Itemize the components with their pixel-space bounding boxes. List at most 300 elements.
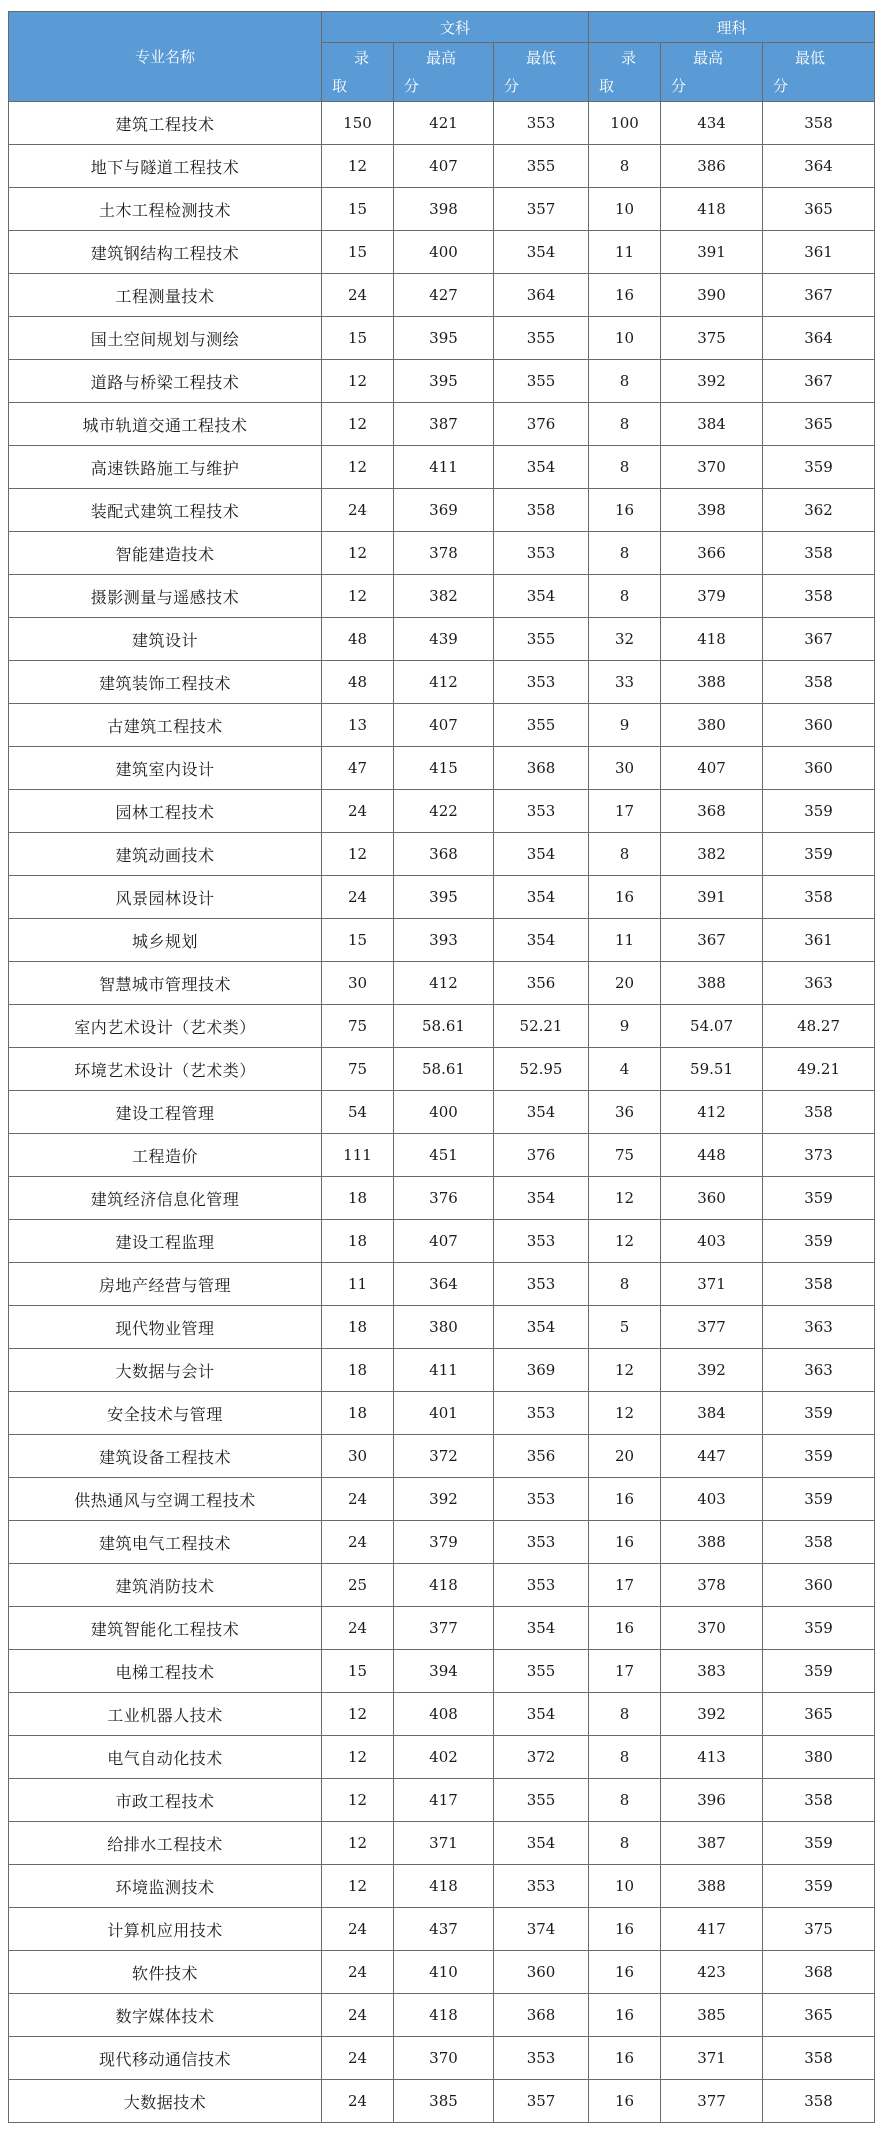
cell-major-name: 摄影测量与遥感技术: [9, 575, 322, 618]
cell-wenke-admitted: 15: [322, 188, 394, 231]
cell-like-admitted: 12: [589, 1177, 661, 1220]
cell-wenke-max: 369: [394, 489, 494, 532]
cell-like-min: 358: [763, 1521, 875, 1564]
cell-wenke-admitted: 75: [322, 1048, 394, 1091]
table-row: [9, 1306, 875, 1349]
cell-wenke-max: 377: [394, 1607, 494, 1650]
cell-wenke-min: 354: [494, 876, 589, 919]
cell-major-name: 工程造价: [9, 1134, 322, 1177]
cell-like-max: 392: [661, 1693, 763, 1736]
cell-wenke-admitted: 24: [322, 1521, 394, 1564]
cell-like-max: 434: [661, 102, 763, 145]
cell-major-name: 城市轨道交通工程技术: [9, 403, 322, 446]
table-row: [9, 1177, 875, 1220]
cell-major-name: 古建筑工程技术: [9, 704, 322, 747]
cell-wenke-admitted: 12: [322, 1865, 394, 1908]
cell-wenke-max: 422: [394, 790, 494, 833]
cell-wenke-admitted: 12: [322, 575, 394, 618]
admission-scores-table-container: [8, 11, 874, 2123]
cell-wenke-max: 387: [394, 403, 494, 446]
cell-wenke-min: 355: [494, 618, 589, 661]
cell-wenke-min: 353: [494, 1220, 589, 1263]
cell-like-max: 386: [661, 145, 763, 188]
cell-major-name: 建筑智能化工程技术: [9, 1607, 322, 1650]
cell-like-admitted: 8: [589, 1779, 661, 1822]
cell-like-min: 367: [763, 274, 875, 317]
cell-major-name: 建筑经济信息化管理: [9, 1177, 322, 1220]
cell-wenke-max: 58.61: [394, 1048, 494, 1091]
table-row: [9, 403, 875, 446]
cell-wenke-admitted: 24: [322, 1478, 394, 1521]
cell-wenke-min: 354: [494, 833, 589, 876]
cell-like-admitted: 8: [589, 1736, 661, 1779]
cell-like-max: 360: [661, 1177, 763, 1220]
cell-like-admitted: 8: [589, 403, 661, 446]
table-header: [9, 12, 875, 102]
table-row: [9, 704, 875, 747]
cell-wenke-admitted: 18: [322, 1349, 394, 1392]
cell-major-name: 智能建造技术: [9, 532, 322, 575]
cell-wenke-max: 418: [394, 1564, 494, 1607]
cell-wenke-admitted: 30: [322, 962, 394, 1005]
table-row: [9, 833, 875, 876]
cell-like-min: 358: [763, 876, 875, 919]
cell-like-admitted: 12: [589, 1392, 661, 1435]
cell-major-name: 房地产经营与管理: [9, 1263, 322, 1306]
cell-like-min: 359: [763, 1650, 875, 1693]
cell-major-name: 软件技术: [9, 1951, 322, 1994]
cell-wenke-min: 354: [494, 575, 589, 618]
cell-wenke-min: 357: [494, 188, 589, 231]
cell-like-admitted: 100: [589, 102, 661, 145]
cell-major-name: 建筑工程技术: [9, 102, 322, 145]
cell-wenke-max: 398: [394, 188, 494, 231]
cell-wenke-min: 52.95: [494, 1048, 589, 1091]
cell-like-min: 367: [763, 360, 875, 403]
table-row: [9, 360, 875, 403]
cell-like-admitted: 36: [589, 1091, 661, 1134]
cell-like-admitted: 5: [589, 1306, 661, 1349]
cell-wenke-max: 395: [394, 876, 494, 919]
cell-wenke-min: 354: [494, 446, 589, 489]
cell-like-min: 48.27: [763, 1005, 875, 1048]
cell-major-name: 地下与隧道工程技术: [9, 145, 322, 188]
cell-wenke-admitted: 12: [322, 360, 394, 403]
cell-wenke-admitted: 24: [322, 790, 394, 833]
cell-like-min: 359: [763, 1865, 875, 1908]
cell-like-min: 363: [763, 962, 875, 1005]
cell-wenke-min: 354: [494, 1091, 589, 1134]
table-row: [9, 274, 875, 317]
cell-like-min: 359: [763, 446, 875, 489]
table-row: [9, 1392, 875, 1435]
cell-like-admitted: 16: [589, 2037, 661, 2080]
cell-like-max: 413: [661, 1736, 763, 1779]
cell-wenke-admitted: 75: [322, 1005, 394, 1048]
table-row: [9, 1736, 875, 1779]
cell-wenke-min: 355: [494, 1650, 589, 1693]
cell-wenke-max: 395: [394, 360, 494, 403]
cell-like-max: 377: [661, 2080, 763, 2123]
cell-like-min: 358: [763, 575, 875, 618]
cell-like-min: 358: [763, 661, 875, 704]
cell-like-admitted: 8: [589, 446, 661, 489]
cell-major-name: 市政工程技术: [9, 1779, 322, 1822]
cell-like-max: 371: [661, 2037, 763, 2080]
cell-major-name: 高速铁路施工与维护: [9, 446, 322, 489]
cell-like-min: 365: [763, 1693, 875, 1736]
cell-wenke-admitted: 12: [322, 1779, 394, 1822]
cell-like-admitted: 16: [589, 1908, 661, 1951]
cell-major-name: 土木工程检测技术: [9, 188, 322, 231]
table-row: [9, 790, 875, 833]
cell-like-admitted: 4: [589, 1048, 661, 1091]
cell-like-admitted: 33: [589, 661, 661, 704]
cell-wenke-max: 415: [394, 747, 494, 790]
cell-like-admitted: 16: [589, 876, 661, 919]
cell-wenke-admitted: 24: [322, 1908, 394, 1951]
cell-like-max: 383: [661, 1650, 763, 1693]
cell-like-max: 377: [661, 1306, 763, 1349]
cell-major-name: 建筑室内设计: [9, 747, 322, 790]
cell-like-max: 59.51: [661, 1048, 763, 1091]
cell-wenke-admitted: 15: [322, 231, 394, 274]
cell-wenke-admitted: 18: [322, 1177, 394, 1220]
cell-like-admitted: 9: [589, 704, 661, 747]
cell-like-max: 384: [661, 403, 763, 446]
cell-like-max: 370: [661, 446, 763, 489]
cell-like-admitted: 10: [589, 317, 661, 360]
cell-like-min: 359: [763, 1435, 875, 1478]
header-wenke: 文科: [322, 12, 589, 43]
cell-wenke-admitted: 12: [322, 1693, 394, 1736]
cell-like-admitted: 16: [589, 1994, 661, 2037]
cell-wenke-admitted: 24: [322, 876, 394, 919]
cell-like-admitted: 12: [589, 1349, 661, 1392]
cell-like-max: 368: [661, 790, 763, 833]
cell-major-name: 建设工程监理: [9, 1220, 322, 1263]
cell-wenke-min: 353: [494, 102, 589, 145]
cell-wenke-min: 357: [494, 2080, 589, 2123]
cell-wenke-min: 376: [494, 403, 589, 446]
cell-wenke-max: 378: [394, 532, 494, 575]
cell-like-min: 364: [763, 145, 875, 188]
cell-wenke-max: 412: [394, 962, 494, 1005]
cell-like-max: 388: [661, 962, 763, 1005]
cell-wenke-admitted: 54: [322, 1091, 394, 1134]
cell-wenke-min: 354: [494, 919, 589, 962]
cell-like-min: 358: [763, 102, 875, 145]
cell-major-name: 电气自动化技术: [9, 1736, 322, 1779]
cell-like-min: 359: [763, 1478, 875, 1521]
cell-like-max: 423: [661, 1951, 763, 1994]
cell-wenke-max: 379: [394, 1521, 494, 1564]
cell-major-name: 现代物业管理: [9, 1306, 322, 1349]
cell-like-min: 361: [763, 919, 875, 962]
cell-like-admitted: 17: [589, 1564, 661, 1607]
table-row: [9, 1521, 875, 1564]
cell-like-max: 412: [661, 1091, 763, 1134]
cell-wenke-admitted: 12: [322, 1736, 394, 1779]
cell-major-name: 园林工程技术: [9, 790, 322, 833]
cell-like-admitted: 8: [589, 575, 661, 618]
cell-wenke-min: 353: [494, 1263, 589, 1306]
cell-like-max: 388: [661, 661, 763, 704]
cell-like-min: 49.21: [763, 1048, 875, 1091]
cell-wenke-max: 370: [394, 2037, 494, 2080]
cell-wenke-min: 354: [494, 1822, 589, 1865]
cell-wenke-admitted: 24: [322, 489, 394, 532]
table-row: [9, 1091, 875, 1134]
cell-wenke-min: 364: [494, 274, 589, 317]
table-row: [9, 188, 875, 231]
table-body: [9, 102, 875, 2123]
table-row: [9, 1951, 875, 1994]
cell-like-min: 359: [763, 1177, 875, 1220]
cell-wenke-min: 358: [494, 489, 589, 532]
cell-wenke-max: 407: [394, 1220, 494, 1263]
cell-wenke-admitted: 18: [322, 1220, 394, 1263]
cell-wenke-max: 371: [394, 1822, 494, 1865]
header-like: 理科: [589, 12, 875, 43]
cell-major-name: 国土空间规划与测绘: [9, 317, 322, 360]
cell-like-max: 366: [661, 532, 763, 575]
cell-major-name: 风景园林设计: [9, 876, 322, 919]
cell-wenke-min: 374: [494, 1908, 589, 1951]
table-row: [9, 1048, 875, 1091]
cell-wenke-max: 408: [394, 1693, 494, 1736]
cell-wenke-min: 354: [494, 1607, 589, 1650]
cell-like-min: 360: [763, 1564, 875, 1607]
cell-like-max: 375: [661, 317, 763, 360]
table-row: [9, 919, 875, 962]
cell-wenke-min: 368: [494, 1994, 589, 2037]
cell-like-max: 391: [661, 876, 763, 919]
cell-like-max: 418: [661, 618, 763, 661]
cell-wenke-max: 392: [394, 1478, 494, 1521]
cell-major-name: 建筑动画技术: [9, 833, 322, 876]
cell-like-admitted: 8: [589, 1263, 661, 1306]
table-row: [9, 145, 875, 188]
cell-wenke-min: 353: [494, 2037, 589, 2080]
cell-wenke-admitted: 48: [322, 661, 394, 704]
table-row: [9, 1607, 875, 1650]
cell-like-min: 358: [763, 2080, 875, 2123]
cell-wenke-max: 412: [394, 661, 494, 704]
cell-like-admitted: 12: [589, 1220, 661, 1263]
table-row: [9, 532, 875, 575]
cell-wenke-min: 353: [494, 1478, 589, 1521]
cell-wenke-admitted: 30: [322, 1435, 394, 1478]
cell-wenke-admitted: 12: [322, 403, 394, 446]
cell-major-name: 计算机应用技术: [9, 1908, 322, 1951]
cell-wenke-min: 353: [494, 532, 589, 575]
cell-like-admitted: 10: [589, 188, 661, 231]
cell-wenke-admitted: 24: [322, 2037, 394, 2080]
cell-wenke-min: 356: [494, 1435, 589, 1478]
cell-wenke-admitted: 24: [322, 1994, 394, 2037]
header-major: 专业名称: [9, 12, 322, 102]
cell-wenke-max: 437: [394, 1908, 494, 1951]
cell-wenke-admitted: 111: [322, 1134, 394, 1177]
cell-major-name: 建筑设备工程技术: [9, 1435, 322, 1478]
cell-wenke-admitted: 12: [322, 833, 394, 876]
cell-major-name: 建筑装饰工程技术: [9, 661, 322, 704]
cell-like-min: 365: [763, 188, 875, 231]
cell-wenke-min: 376: [494, 1134, 589, 1177]
table-row: [9, 1822, 875, 1865]
table-row: [9, 1779, 875, 1822]
cell-like-min: 373: [763, 1134, 875, 1177]
cell-major-name: 建设工程管理: [9, 1091, 322, 1134]
table-row: [9, 1564, 875, 1607]
cell-wenke-min: 354: [494, 1693, 589, 1736]
header-like-admitted: 录 取: [589, 43, 661, 102]
table-row: [9, 317, 875, 360]
cell-wenke-max: 400: [394, 1091, 494, 1134]
cell-wenke-max: 451: [394, 1134, 494, 1177]
cell-like-admitted: 8: [589, 360, 661, 403]
cell-major-name: 环境艺术设计（艺术类）: [9, 1048, 322, 1091]
cell-wenke-max: 380: [394, 1306, 494, 1349]
cell-wenke-max: 418: [394, 1865, 494, 1908]
cell-wenke-max: 407: [394, 145, 494, 188]
cell-like-admitted: 8: [589, 145, 661, 188]
cell-like-max: 382: [661, 833, 763, 876]
table-row: [9, 1865, 875, 1908]
cell-major-name: 装配式建筑工程技术: [9, 489, 322, 532]
cell-wenke-max: 364: [394, 1263, 494, 1306]
table-row: [9, 1134, 875, 1177]
cell-like-max: 403: [661, 1220, 763, 1263]
cell-wenke-min: 354: [494, 1177, 589, 1220]
cell-like-max: 418: [661, 188, 763, 231]
cell-like-min: 359: [763, 1822, 875, 1865]
cell-wenke-admitted: 48: [322, 618, 394, 661]
cell-like-min: 359: [763, 790, 875, 833]
cell-wenke-admitted: 18: [322, 1306, 394, 1349]
cell-major-name: 供热通风与空调工程技术: [9, 1478, 322, 1521]
cell-like-min: 380: [763, 1736, 875, 1779]
table-row: [9, 446, 875, 489]
cell-like-admitted: 11: [589, 919, 661, 962]
table-row: [9, 618, 875, 661]
cell-wenke-admitted: 11: [322, 1263, 394, 1306]
cell-wenke-admitted: 24: [322, 1951, 394, 1994]
cell-major-name: 城乡规划: [9, 919, 322, 962]
cell-like-min: 365: [763, 403, 875, 446]
cell-like-max: 371: [661, 1263, 763, 1306]
cell-wenke-min: 52.21: [494, 1005, 589, 1048]
cell-like-admitted: 10: [589, 1865, 661, 1908]
cell-wenke-min: 372: [494, 1736, 589, 1779]
cell-like-admitted: 16: [589, 2080, 661, 2123]
cell-wenke-max: 411: [394, 1349, 494, 1392]
cell-like-min: 363: [763, 1349, 875, 1392]
table-row: [9, 2080, 875, 2123]
cell-like-admitted: 75: [589, 1134, 661, 1177]
cell-like-admitted: 8: [589, 833, 661, 876]
cell-like-admitted: 16: [589, 489, 661, 532]
cell-wenke-max: 401: [394, 1392, 494, 1435]
cell-like-min: 367: [763, 618, 875, 661]
cell-wenke-max: 417: [394, 1779, 494, 1822]
cell-like-min: 359: [763, 833, 875, 876]
cell-wenke-max: 411: [394, 446, 494, 489]
cell-like-min: 359: [763, 1607, 875, 1650]
table-row: [9, 1650, 875, 1693]
table-row: [9, 876, 875, 919]
cell-wenke-max: 368: [394, 833, 494, 876]
cell-wenke-min: 353: [494, 1564, 589, 1607]
cell-like-max: 54.07: [661, 1005, 763, 1048]
header-like-max: 最高 分: [661, 43, 763, 102]
table-row: [9, 2037, 875, 2080]
cell-wenke-max: 385: [394, 2080, 494, 2123]
cell-wenke-min: 353: [494, 661, 589, 704]
table-row: [9, 962, 875, 1005]
cell-like-admitted: 11: [589, 231, 661, 274]
cell-wenke-max: 418: [394, 1994, 494, 2037]
cell-like-max: 384: [661, 1392, 763, 1435]
table-row: [9, 102, 875, 145]
cell-like-max: 447: [661, 1435, 763, 1478]
cell-wenke-max: 382: [394, 575, 494, 618]
cell-wenke-admitted: 15: [322, 1650, 394, 1693]
cell-wenke-min: 353: [494, 1865, 589, 1908]
table-row: [9, 1005, 875, 1048]
cell-wenke-admitted: 12: [322, 145, 394, 188]
cell-like-max: 390: [661, 274, 763, 317]
cell-like-max: 387: [661, 1822, 763, 1865]
cell-like-admitted: 32: [589, 618, 661, 661]
cell-major-name: 大数据与会计: [9, 1349, 322, 1392]
cell-like-max: 407: [661, 747, 763, 790]
cell-major-name: 安全技术与管理: [9, 1392, 322, 1435]
cell-wenke-admitted: 12: [322, 446, 394, 489]
cell-like-admitted: 17: [589, 1650, 661, 1693]
cell-like-min: 362: [763, 489, 875, 532]
cell-wenke-min: 356: [494, 962, 589, 1005]
table-row: [9, 1994, 875, 2037]
cell-wenke-admitted: 24: [322, 274, 394, 317]
cell-wenke-max: 58.61: [394, 1005, 494, 1048]
cell-wenke-min: 355: [494, 360, 589, 403]
table-row: [9, 1220, 875, 1263]
cell-wenke-max: 393: [394, 919, 494, 962]
cell-wenke-max: 394: [394, 1650, 494, 1693]
cell-major-name: 建筑电气工程技术: [9, 1521, 322, 1564]
cell-like-admitted: 16: [589, 1478, 661, 1521]
cell-major-name: 道路与桥梁工程技术: [9, 360, 322, 403]
cell-wenke-max: 400: [394, 231, 494, 274]
cell-wenke-min: 354: [494, 231, 589, 274]
cell-wenke-min: 353: [494, 1521, 589, 1564]
table-row: [9, 575, 875, 618]
header-wenke-min: 最低 分: [494, 43, 589, 102]
table-row: [9, 1263, 875, 1306]
cell-wenke-admitted: 24: [322, 1607, 394, 1650]
cell-like-min: 360: [763, 747, 875, 790]
header-wenke-max: 最高 分: [394, 43, 494, 102]
cell-like-admitted: 30: [589, 747, 661, 790]
cell-like-min: 358: [763, 1091, 875, 1134]
cell-like-admitted: 20: [589, 1435, 661, 1478]
cell-wenke-max: 439: [394, 618, 494, 661]
cell-like-max: 392: [661, 360, 763, 403]
cell-wenke-admitted: 18: [322, 1392, 394, 1435]
cell-like-max: 388: [661, 1521, 763, 1564]
